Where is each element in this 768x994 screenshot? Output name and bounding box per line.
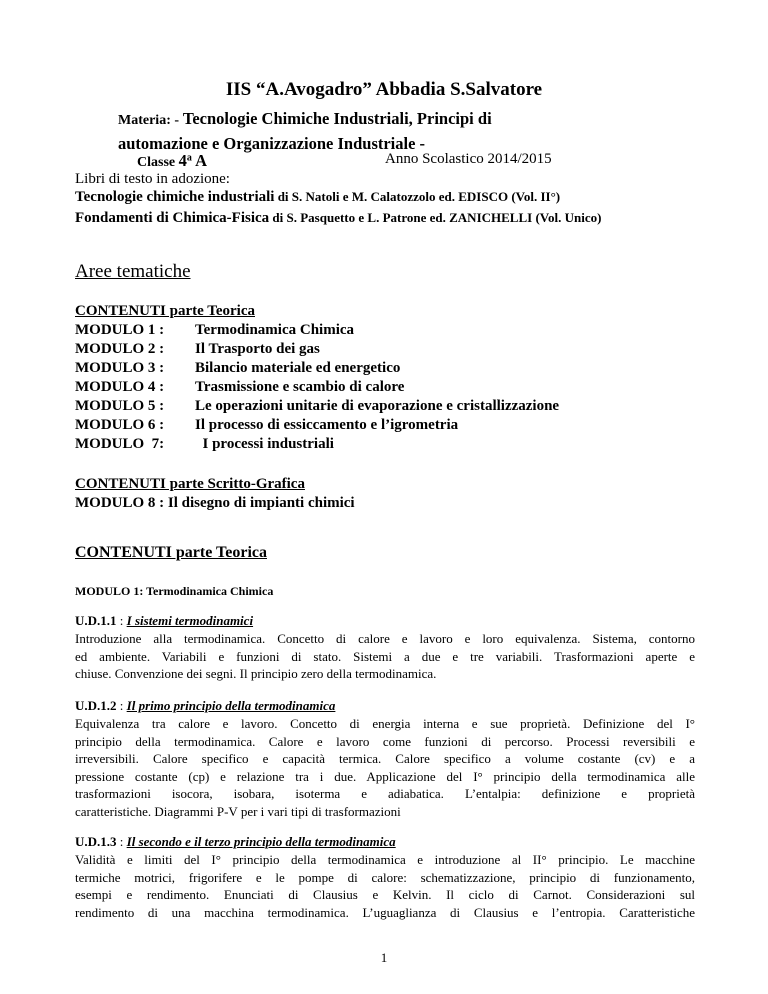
subject-line-1: Tecnologie Chimiche Industriali, Principi di <box>179 109 492 128</box>
module-label: MODULO 7: <box>75 436 165 452</box>
unit-description <box>75 851 695 921</box>
class-number: 4 <box>178 151 187 170</box>
unit-description <box>75 715 695 820</box>
module-label: MODULO 5 : <box>75 398 165 414</box>
module-label: MODULO 2 : <box>75 341 165 357</box>
module-title: Le operazioni unitarie di evaporazione e cristallizzazione <box>195 398 560 414</box>
textbook-2 <box>75 207 695 229</box>
class-label: Classe <box>137 155 179 170</box>
module-row <box>75 379 404 396</box>
school-title: IIS “A.Avogadro” Abbadia S.Salvatore <box>225 79 543 100</box>
unit-title: I sistemi termodinamici <box>126 613 254 628</box>
class-info <box>137 151 207 171</box>
unit-sep: : <box>116 834 127 849</box>
text-line: irreversibili. Calore specifico e capacità termica. Calore specifico a volume costante (cv) e a <box>75 751 695 766</box>
text-line: termiche motrici, frigorifere e le pompe di calore: schematizzazione, principio di funzionamento, <box>75 869 695 885</box>
theory-contents-heading-2: CONTENUTI parte Teorica <box>75 544 267 561</box>
unit-code: U.D.1.1 <box>75 613 117 628</box>
unit-description <box>75 630 695 683</box>
textbook-2-title: Fondamenti di Chimica-Fisica <box>75 210 270 226</box>
text-line: pressione costante (cp) e relazione tra i due. Applicazione del I° principio della termodinamica alle <box>75 768 695 784</box>
module-label: MODULO 6 : <box>75 417 165 433</box>
textbook-2-details: di S. Pasquetto e L. Patrone ed. ZANICHELLI (Vol. Unico) <box>269 210 602 225</box>
text-line: ed ambiente. Variabili e funzioni di stato. Sistemi a due e tre variabili. Trasformazioni aperte e <box>75 648 695 664</box>
module-row <box>75 417 458 434</box>
module-row <box>75 436 334 453</box>
module-title: Il Trasporto dei gas <box>195 341 320 357</box>
module-row <box>75 341 320 358</box>
unit-code: U.D.1.3 <box>75 834 117 849</box>
unit-heading <box>75 834 396 850</box>
unit-code: U.D.1.2 <box>75 698 117 713</box>
module-title: I processi industriali <box>195 436 334 452</box>
page-number: 1 <box>380 950 388 965</box>
text-line: Equivalenza tra calore e lavoro. Concetto di energia interna e sue proprietà. Definizione del I° <box>75 716 695 731</box>
text-line: Validità e limiti del I° principio della termodinamica e introduzione al II° principio. Le macchine <box>75 852 695 867</box>
textbook-1-title: Tecnologie chimiche industriali <box>75 189 275 205</box>
thematic-areas-heading: Aree tematiche <box>75 261 191 282</box>
module-label: MODULO 1 : <box>75 322 165 338</box>
module-label: MODULO 4 : <box>75 379 165 395</box>
theory-contents-heading: CONTENUTI parte Teorica <box>75 303 255 319</box>
module-row <box>75 398 559 415</box>
text-line: caratteristiche. Diagrammi P-V per i vari tipi di trasformazioni <box>75 803 401 819</box>
text-line: trasformazioni isocora, isobara, isoterma e adiabatica. L’entalpia: definizione e proprietà <box>75 786 695 801</box>
module-row <box>75 360 400 377</box>
textbooks-intro: Libri di testo in adozione: <box>75 171 230 187</box>
unit-title: Il primo principio della termodinamica <box>126 698 336 713</box>
unit-heading <box>75 613 253 629</box>
textbook-1-details: di S. Natoli e M. Calatozzolo ed. EDISCO (Vol. II°) <box>274 189 561 204</box>
text-line: chiuse. Convenzione dei segni. Il principio zero della termodinamica. <box>75 666 437 681</box>
subject-line-2: automazione e Organizzazione Industriale - <box>118 134 426 153</box>
class-section: A <box>191 151 208 170</box>
module-title: Termodinamica Chimica <box>195 322 355 338</box>
graphic-module: MODULO 8 : Il disegno di impianti chimici <box>75 495 355 511</box>
school-year: Anno Scolastico 2014/2015 <box>385 151 552 167</box>
graphic-contents-heading: CONTENUTI parte Scritto-Grafica <box>75 476 305 492</box>
text-line: Introduzione alla termodinamica. Concetto di calore e lavoro e loro equivalenza. Sistema, contorno <box>75 631 695 646</box>
module-label: MODULO 3 : <box>75 360 165 376</box>
unit-heading <box>75 698 335 714</box>
unit-sep: : <box>116 613 127 628</box>
textbook-1 <box>75 189 560 206</box>
text-line: principio della termodinamica. Calore e lavoro come funzioni di percorso. Processi reversibili e <box>75 733 695 749</box>
class-superscript: a <box>186 152 192 164</box>
text-line: rendimento di una macchina termodinamica. L’uguaglianza di Clausius e l’entropia. Caratteristiche <box>75 904 695 920</box>
module-title: Il processo di essiccamento e l’igrometria <box>195 417 459 433</box>
subject-label: Materia: - <box>118 113 180 128</box>
module-1-heading: MODULO 1: Termodinamica Chimica <box>75 584 274 598</box>
module-title: Trasmissione e scambio di calore <box>195 379 405 395</box>
module-title: Bilancio materiale ed energetico <box>195 360 401 376</box>
unit-sep: : <box>116 698 127 713</box>
subject-block <box>118 107 492 155</box>
text-line: esempi e rendimento. Enunciati di Clausius e Kelvin. Il ciclo di Carnot. Considerazioni sul <box>75 887 695 902</box>
unit-title: Il secondo e il terzo principio della termodinamica <box>126 834 396 849</box>
module-row <box>75 322 354 339</box>
